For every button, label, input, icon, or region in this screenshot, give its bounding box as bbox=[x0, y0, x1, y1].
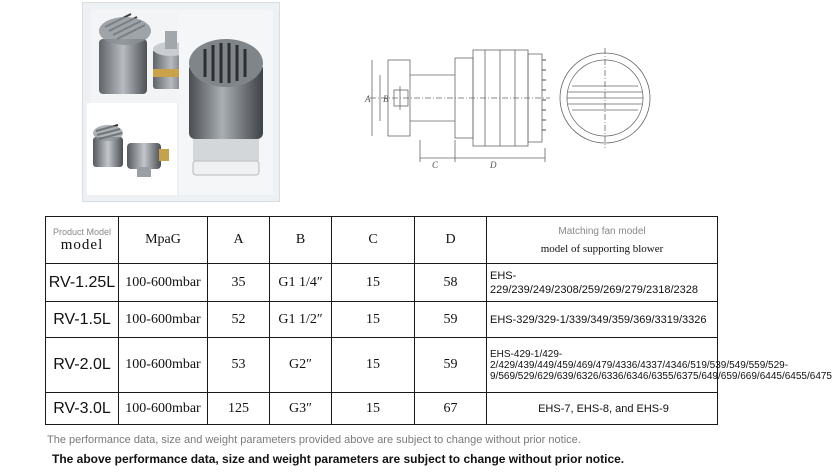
cell-b: G2″ bbox=[270, 338, 332, 393]
header-b: B bbox=[270, 217, 332, 264]
cell-model: RV-1.5L bbox=[46, 302, 119, 338]
spec-table bbox=[45, 216, 832, 425]
disclaimer-note-bold: The above performance data, size and weight parameters are subject to change without prior notice. bbox=[52, 452, 625, 466]
disclaimer-note: The performance data, size and weight parameters provided above are subject to change without prior notice. bbox=[47, 434, 581, 446]
cell-pressure: 100-600mbar bbox=[119, 393, 208, 425]
cell-fan: EHS-429-1/429-2/429/439/449/459/469/479/4336/4337/4346/519/539/549/559/529-9/569/529/629/639/6326/6336/6346/6355/6375/649/659/669/6445/6455/6475 bbox=[487, 338, 718, 393]
photo-valve-small bbox=[87, 103, 177, 195]
cell-d: 59 bbox=[415, 302, 487, 338]
cell-model: RV-2.0L bbox=[46, 338, 119, 393]
cell-c: 15 bbox=[332, 393, 415, 425]
cell-pressure: 100-600mbar bbox=[119, 302, 208, 338]
header-model: Product Model model bbox=[46, 217, 119, 264]
product-photos bbox=[82, 2, 280, 202]
dim-label-b: B bbox=[383, 94, 389, 104]
cell-model: RV-1.25L bbox=[46, 264, 119, 302]
photo-valve-large bbox=[179, 11, 273, 195]
table-row bbox=[46, 302, 718, 338]
cell-a: 35 bbox=[208, 264, 270, 302]
cell-d: 58 bbox=[415, 264, 487, 302]
cell-c: 15 bbox=[332, 264, 415, 302]
table-header-row bbox=[46, 217, 718, 264]
cell-fan: EHS-229/239/249/2308/259/269/279/2318/2328 bbox=[487, 264, 718, 302]
cell-c: 15 bbox=[332, 302, 415, 338]
cell-d: 67 bbox=[415, 393, 487, 425]
dim-label-a: A bbox=[365, 94, 371, 104]
cell-b: G1 1/4″ bbox=[270, 264, 332, 302]
cell-d: 59 bbox=[415, 338, 487, 393]
dim-label-c: C bbox=[432, 160, 439, 170]
header-fan: Matching fan model model of supporting blower bbox=[487, 217, 718, 264]
cell-fan: EHS-329/329-1/339/349/359/369/3319/3326 bbox=[487, 302, 718, 338]
cell-a: 52 bbox=[208, 302, 270, 338]
cell-a: 53 bbox=[208, 338, 270, 393]
cell-b: G1 1/2″ bbox=[270, 302, 332, 338]
cell-pressure: 100-600mbar bbox=[119, 264, 208, 302]
technical-drawing bbox=[360, 20, 660, 185]
cell-b: G3″ bbox=[270, 393, 332, 425]
cell-a: 125 bbox=[208, 393, 270, 425]
table-row bbox=[46, 393, 718, 425]
header-a: A bbox=[208, 217, 270, 264]
table-row bbox=[46, 338, 718, 393]
header-d: D bbox=[415, 217, 487, 264]
cell-pressure: 100-600mbar bbox=[119, 338, 208, 393]
cell-fan: EHS-7, EHS-8, and EHS-9 bbox=[487, 393, 718, 425]
table-row bbox=[46, 264, 718, 302]
header-c: C bbox=[332, 217, 415, 264]
cell-c: 15 bbox=[332, 338, 415, 393]
dim-label-d: D bbox=[490, 160, 497, 170]
cell-model: RV-3.0L bbox=[46, 393, 119, 425]
header-pressure: MpaG bbox=[119, 217, 208, 264]
